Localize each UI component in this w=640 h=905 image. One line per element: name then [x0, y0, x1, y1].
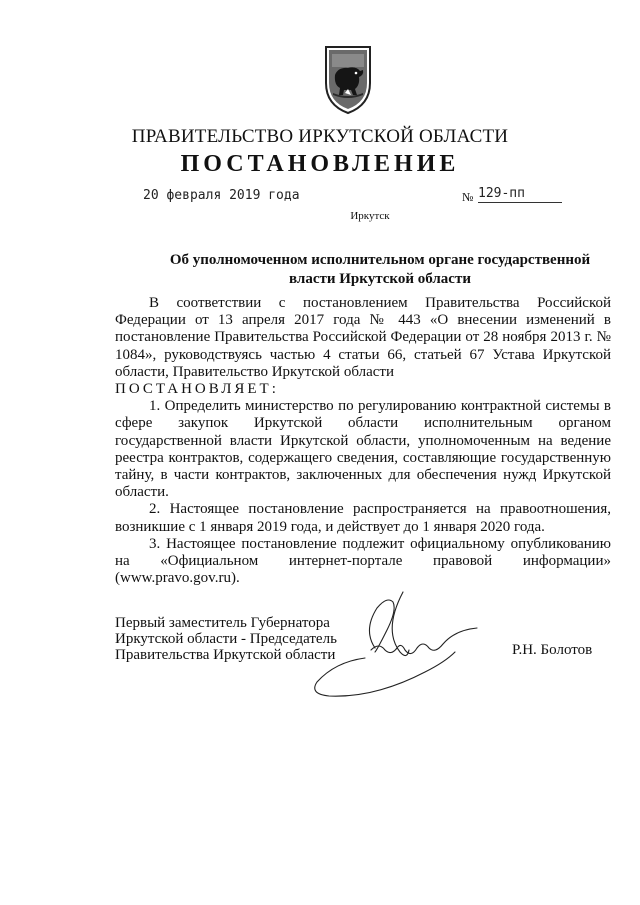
signer-position-line: Правительства Иркутской области	[115, 647, 336, 663]
item-2: 2. Настоящее постановление распространяется на правоотношения, возникшие с 1 января 2019 года, и действует до 1 января 2020 года.	[115, 501, 611, 535]
city: Иркутск	[350, 210, 390, 222]
signer-name: Р.Н. Болотов	[512, 642, 593, 658]
item-3: 3. Настоящее постановление подлежит официальному опубликованию на «Официальном интернет-портале правовой информации» (www.pravo.gov.ru).	[115, 535, 611, 587]
item-1: 1. Определить министерство по регулированию контрактной системы в сфере закупок Иркутской области исполнительным органом государственной власти Иркутской области, уполномоченным на ведение реестра контрактов, содержащего сведения, составляющие государственную тайну, в части контрактов, заключенных для обеспечения нужд Иркутской области.	[115, 398, 611, 501]
preamble: В соответствии с постановлением Правительства Российской Федерации от 13 апреля 2017 года № 443 «О внесении изменений в постановление Правительства Российской Федерации от 28 ноября 2013 г. № 1084», руководствуясь частью 4 статьи 66, статьей 67 Устава Иркутской области, Правительство Иркутской области	[115, 295, 611, 380]
handwritten-signature	[305, 590, 505, 710]
signer-position-line: Первый заместитель Губернатора	[115, 615, 330, 631]
document-number: 129-пп	[478, 186, 562, 203]
document-type: ПОСТАНОВЛЕНИЕ	[180, 151, 460, 177]
coat-of-arms-icon	[322, 43, 374, 115]
document-body	[115, 295, 611, 587]
signer-position	[115, 615, 337, 663]
number-sign: №	[462, 190, 474, 204]
decree-word: ПОСТАНОВЛЯЕТ:	[115, 381, 279, 398]
government-name: ПРАВИТЕЛЬСТВО ИРКУТСКОЙ ОБЛАСТИ	[131, 126, 509, 147]
signer-position-line: Иркутской области - Председатель	[115, 631, 337, 647]
document-date: 20 февраля 2019 года	[143, 188, 300, 203]
document-title: Об уполномоченном исполнительном органе государственной власти Иркутской области	[169, 252, 591, 287]
